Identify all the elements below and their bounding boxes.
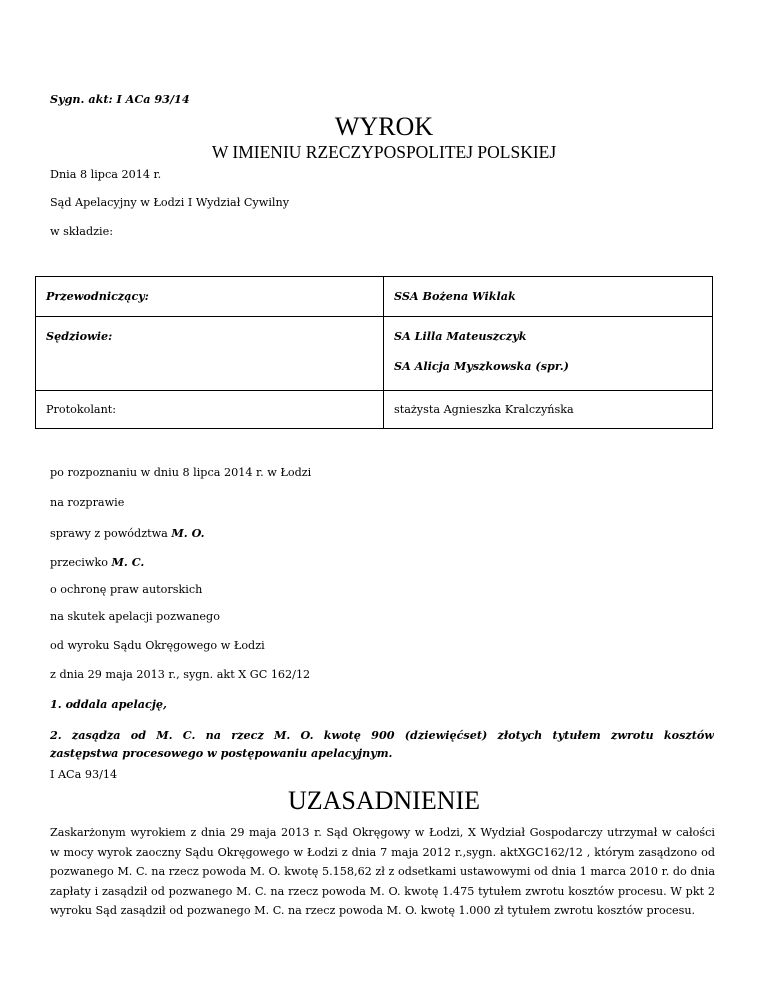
paragraph-line: zapłaty i zasądził od pozwanego M. C. na rzecz powoda M. O. kwotę 1.475 tytułem zwrotu kosztów procesu. W pkt 2 xyxy=(50,884,715,898)
judge-name: SA Lilla Mateuszczyk xyxy=(394,329,527,343)
clerk-value-cell xyxy=(384,391,713,429)
court-name: Sąd Apelacyjny w Łodzi I Wydział Cywilny xyxy=(50,196,290,209)
paragraph-line: w mocy wyrok zaoczny Sądu Okręgowego w Łodzi z dnia 7 maja 2012 r.,sygn. aktXGC162/12 , którym zasądzono od xyxy=(50,845,715,859)
judgment-subtitle: W IMIENIU RZECZYPOSPOLITEJ POLSKIEJ xyxy=(211,142,557,162)
judgment-title: WYROK xyxy=(334,112,434,141)
defendant-name: M. C. xyxy=(111,555,145,569)
table-row xyxy=(36,391,713,429)
justification-title: UZASADNIENIE xyxy=(287,786,481,815)
ruling-point-2-line: zastępstwa procesowego w postępowaniu apelacyjnym. xyxy=(50,746,393,760)
judgment-date: Dnia 8 lipca 2014 r. xyxy=(50,168,162,181)
chair-name: SSA Bożena Wiklak xyxy=(394,289,516,303)
ruling-point-2 xyxy=(50,726,714,762)
ruling-point-1: 1. oddala apelację, xyxy=(50,697,167,711)
clerk-label: Protokolant: xyxy=(46,403,117,416)
paragraph-line: wyroku Sąd zasądził od pozwanego M. C. na rzecz powoda M. O. kwotę 1.000 zł tytułem zwrotu kosztów procesu. xyxy=(50,904,696,918)
justification-paragraph xyxy=(50,823,715,921)
plaintiff-name: M. O. xyxy=(171,526,205,540)
proceedings-line: z dnia 29 maja 2013 r., sygn. akt X GC 162/12 xyxy=(50,668,311,681)
chair-value-cell xyxy=(384,277,713,317)
proceedings-line: na rozprawie xyxy=(50,496,125,509)
defendant-prefix: przeciwko xyxy=(50,556,112,569)
chair-label: Przewodniczący: xyxy=(46,289,149,303)
judges-label: Sędziowie: xyxy=(46,329,113,343)
judges-label-cell xyxy=(36,317,384,391)
proceedings-line: o ochronę praw autorskich xyxy=(50,583,203,596)
table-row xyxy=(36,317,713,391)
defendant-line xyxy=(50,555,144,569)
paragraph-line: pozwanego M. C. na rzecz powoda M. O. kwotę 5.158,62 zł z odsetkami ustawowymi od dnia 1 marca 2010 r. do dnia xyxy=(50,865,715,879)
proceedings-line: od wyroku Sądu Okręgowego w Łodzi xyxy=(50,639,265,652)
clerk-label-cell xyxy=(36,391,384,429)
proceedings-line: po rozpoznaniu w dniu 8 lipca 2014 r. w Łodzi xyxy=(50,466,312,479)
judge-name: SA Alicja Myszkowska (spr.) xyxy=(394,359,569,373)
paragraph-line: Zaskarżonym wyrokiem z dnia 29 maja 2013 r. Sąd Okręgowy w Łodzi, X Wydział Gospodarczy utrzymał w całości xyxy=(50,826,715,839)
ruling-point-2-line: 2. zasądza od M. C. na rzecz M. O. kwotę 900 (dziewięćset) złotych tytułem zwrotu kosztów xyxy=(50,728,714,742)
plaintiff-prefix: sprawy z powództwa xyxy=(50,527,172,540)
clerk-name: stażysta Agnieszka Kralczyńska xyxy=(394,403,574,416)
court-panel-table xyxy=(35,276,713,429)
chair-label-cell xyxy=(36,277,384,317)
proceedings-line: na skutek apelacji pozwanego xyxy=(50,610,220,623)
plaintiff-line xyxy=(50,526,205,540)
case-number: Sygn. akt: I ACa 93/14 xyxy=(50,92,190,106)
table-row xyxy=(36,277,713,317)
justification-case-ref: I ACa 93/14 xyxy=(50,768,118,781)
judges-value-cell xyxy=(384,317,713,391)
composition-label: w składzie: xyxy=(50,225,113,238)
